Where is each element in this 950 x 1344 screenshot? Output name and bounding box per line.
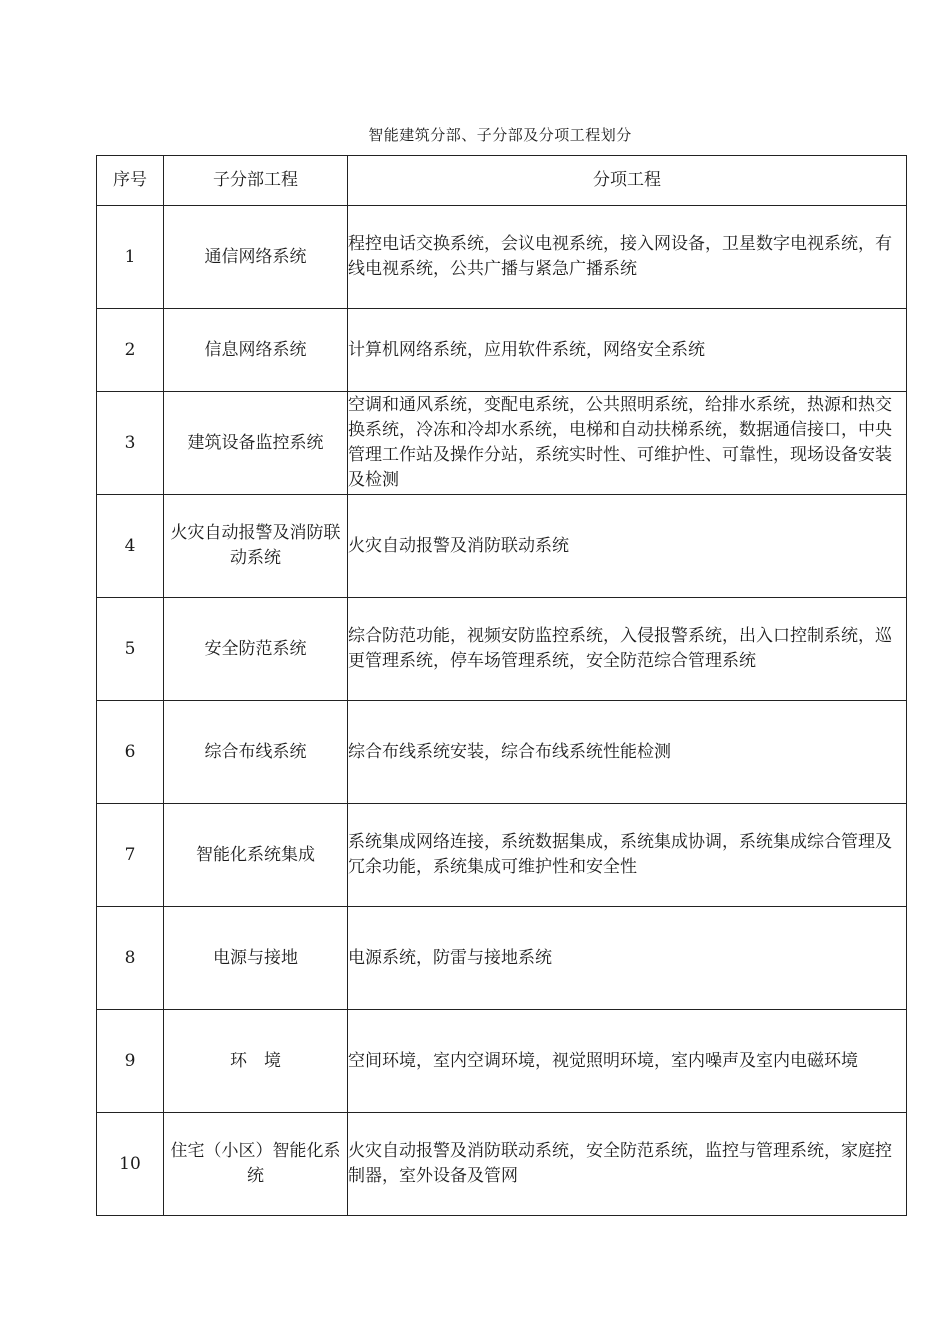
row-items: 计算机网络系统，应用软件系统，网络安全系统 [348, 309, 907, 392]
row-no: 7 [97, 804, 164, 907]
row-items: 综合防范功能，视频安防监控系统，入侵报警系统，出入口控制系统，巡更管理系统，停车场管理系统，安全防范综合管理系统 [348, 598, 907, 701]
row-no: 8 [97, 907, 164, 1010]
header-no: 序号 [97, 156, 164, 206]
table-row [97, 598, 907, 701]
table-row [97, 206, 907, 309]
table-header-row [97, 156, 907, 206]
row-subdivision: 环 境 [164, 1010, 348, 1113]
row-subdivision: 火灾自动报警及消防联动系统 [164, 495, 348, 598]
row-subdivision: 住宅（小区）智能化系统 [164, 1113, 348, 1216]
table-row [97, 309, 907, 392]
document-title: 智能建筑分部、子分部及分项工程划分 [368, 126, 632, 144]
table-row [97, 804, 907, 907]
header-subdivision: 子分部工程 [164, 156, 348, 206]
row-items: 火灾自动报警及消防联动系统，安全防范系统，监控与管理系统，家庭控制器，室外设备及管网 [348, 1113, 907, 1216]
row-no: 3 [97, 392, 164, 495]
row-no: 6 [97, 701, 164, 804]
row-items: 系统集成网络连接，系统数据集成，系统集成协调，系统集成综合管理及冗余功能，系统集成可维护性和安全性 [348, 804, 907, 907]
row-no: 10 [97, 1113, 164, 1216]
row-subdivision: 智能化系统集成 [164, 804, 348, 907]
header-items: 分项工程 [348, 156, 907, 206]
row-items: 电源系统，防雷与接地系统 [348, 907, 907, 1010]
row-no: 2 [97, 309, 164, 392]
table-row [97, 701, 907, 804]
row-no: 1 [97, 206, 164, 309]
row-items: 程控电话交换系统，会议电视系统，接入网设备，卫星数字电视系统，有线电视系统，公共广播与紧急广播系统 [348, 206, 907, 309]
row-subdivision: 电源与接地 [164, 907, 348, 1010]
row-items: 火灾自动报警及消防联动系统 [348, 495, 907, 598]
row-subdivision: 建筑设备监控系统 [164, 392, 348, 495]
row-items: 空间环境，室内空调环境，视觉照明环境，室内噪声及室内电磁环境 [348, 1010, 907, 1113]
row-no: 4 [97, 495, 164, 598]
table-row [97, 392, 907, 495]
row-subdivision: 安全防范系统 [164, 598, 348, 701]
row-items: 空调和通风系统，变配电系统，公共照明系统，给排水系统，热源和热交换系统，冷冻和冷却水系统，电梯和自动扶梯系统，数据通信接口，中央管理工作站及操作分站，系统实时性、可维护性、可靠性，现场设备安装及检测 [348, 392, 907, 495]
row-items: 综合布线系统安装，综合布线系统性能检测 [348, 701, 907, 804]
division-table [96, 155, 907, 1216]
row-subdivision: 综合布线系统 [164, 701, 348, 804]
row-no: 9 [97, 1010, 164, 1113]
row-no: 5 [97, 598, 164, 701]
table-row [97, 907, 907, 1010]
row-subdivision: 通信网络系统 [164, 206, 348, 309]
table-row [97, 495, 907, 598]
table-row [97, 1113, 907, 1216]
table-row [97, 1010, 907, 1113]
row-subdivision: 信息网络系统 [164, 309, 348, 392]
